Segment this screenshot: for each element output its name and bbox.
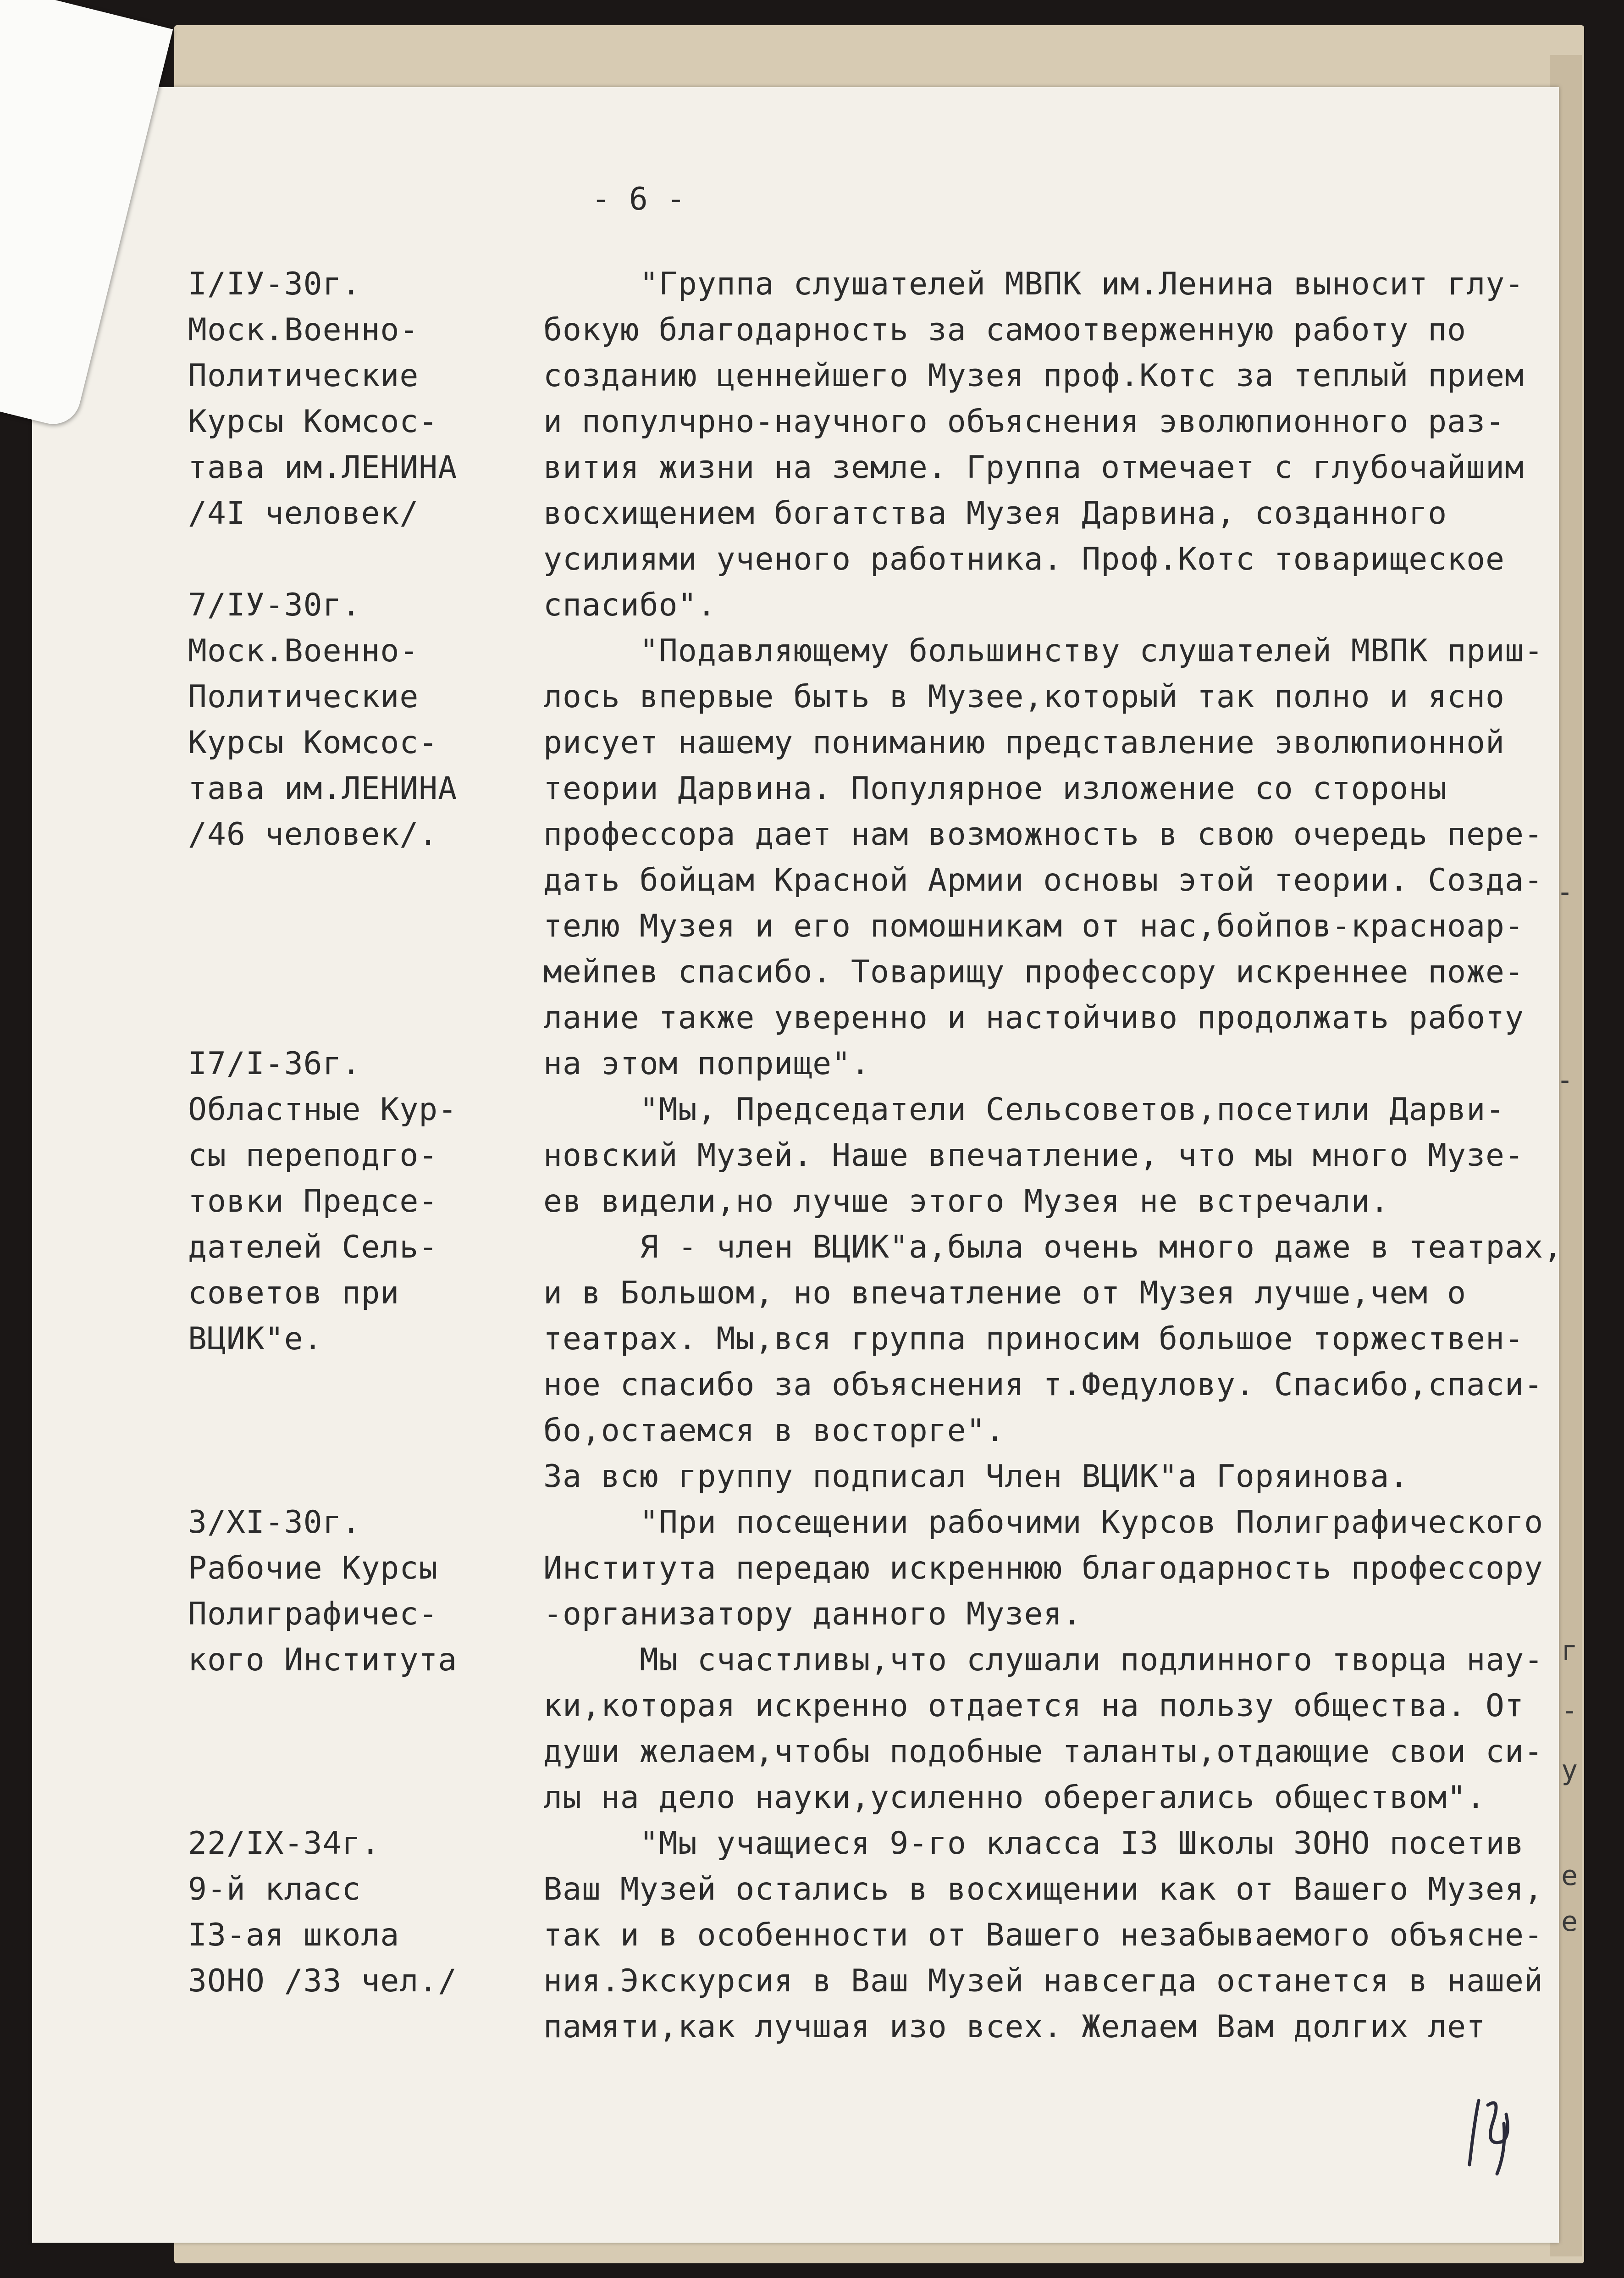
margin-mark: - [1557,1064,1574,1096]
left-column-gap [188,1454,491,1500]
text-line: ки,которая искренно отдается на пользу общества. От [543,1688,1524,1724]
left-column-line: /46 человек/. [188,816,438,853]
text-line: "Группа слушателей МВПК им.Ленина выносит глу- [640,266,1525,302]
text-line: "При посещении рабочими Курсов Полиграфического [640,1504,1544,1541]
text-line: восхищением богатства Музея Дарвина, созданного [543,495,1447,532]
text-line: созданию ценнейшего Музея проф.Котс за теплый прием [543,358,1524,394]
text-line: "Мы, Председатели Сельсоветов,посетили Дарви- [640,1092,1505,1128]
text-line: и в Большом, но впечатление от Музея лучше,чем о [543,1275,1467,1311]
text-line: профессора дает нам возможность в свою очередь пере- [543,816,1543,853]
text-line: "Мы учащиеся 9-го класса I3 Школы ЗОНО посетив [640,1825,1525,1862]
text-line: памяти,как лучшая изо всех. Желаем Вам долгих лет [543,2009,1486,2045]
corner-faded-text [15,5,56,97]
left-column-line: Полиграфичес- [188,1596,438,1632]
left-column-line: Курсы Комсос- [188,725,438,761]
left-column-line: Моск.Военно- [188,633,419,669]
margin-mark: е [1561,1906,1578,1938]
left-column-line: Политические [188,358,419,394]
text-line: новский Музей. Наше впечатление, что мы много Музе- [543,1137,1524,1174]
text-line: так и в особенности от Вашего незабываемого объясне- [543,1917,1543,1953]
left-column-line: 7/IУ-30г. [188,587,361,623]
text-line: спасибо". [543,587,717,623]
margin-mark: е [1561,1860,1578,1892]
text-line: За всю группу подписал Член ВЦИК"а Горяинова. [543,1458,1409,1495]
left-column-gap [188,1729,491,1775]
left-column-line: тава им.ЛЕНИНА [188,449,458,486]
left-column-line: Курсы Комсос- [188,404,438,440]
left-column-gap [188,903,491,949]
left-column-line: 9-й класс [188,1871,361,1907]
left-column-line: Политические [188,679,419,715]
left-column-line: I3-ая школа [188,1917,400,1953]
text-line: лание также уверенно и настойчиво продолжать работу [543,1000,1524,1036]
left-column-line: I7/I-36г. [188,1046,361,1082]
left-column-line: сы переподго- [188,1137,438,1174]
margin-mark: г [1561,1635,1578,1667]
margin-mark: - [1561,1695,1578,1727]
text-line: рисует нашему пониманию представление эволюпионной [543,725,1505,761]
left-column-line: кого Института [188,1642,458,1678]
left-column-line: советов при [188,1275,400,1311]
text-line: и популчрно-научного объяснения эволюпионного раз- [543,404,1505,440]
text-line: бо,остаемся в восторге". [543,1413,1005,1449]
text-line: Ваш Музей остались в восхищении как от Вашего Музея, [543,1871,1543,1907]
page-number: - 6 - [591,181,685,217]
text-line: Я - член ВЦИК"а,была очень много даже в театрах, [640,1229,1563,1265]
text-line: лы на дело науки,усиленно оберегались обществом". [543,1779,1486,1816]
left-column-gap [188,949,491,995]
left-column-gap [188,1408,491,1454]
text-line: Института передаю искреннюю благодарность профессору [543,1550,1543,1586]
handwritten-signature [1460,2087,1525,2178]
text-line: ное спасибо за объяснения т.Федулову. Спасибо,спаси- [543,1367,1543,1403]
left-column-line: /4I человек/ [188,495,419,532]
left-column-line: ВЦИК"е. [188,1321,323,1357]
text-line: теории Дарвина. Популярное изложение со стороны [543,770,1447,807]
left-column-line: 22/IX-34г. [188,1825,381,1862]
text-line: "Подавляющему большинству слушателей МВПК приш- [640,633,1544,669]
left-column-line: Областные Кур- [188,1092,458,1128]
left-column-gap [188,1362,491,1408]
text-line: бокую благодарность за самоотверженную работу по [543,312,1467,348]
left-column-line: товки Предсе- [188,1183,438,1219]
margin-mark: у [1561,1754,1578,1786]
left-column-line: Моск.Военно- [188,312,419,348]
text-line: усилиями ученого работника. Проф.Котс товарищеское [543,541,1505,577]
text-line: мейпев спасибо. Товарищу профессору искреннее поже- [543,954,1524,990]
left-column-gap [188,1775,491,1821]
left-column-gap [188,858,491,903]
text-line: ния.Экскурсия в Ваш Музей навсегда останется в нашей [543,1963,1543,1999]
left-column-line: тава им.ЛЕНИНА [188,770,458,807]
text-line: на этом поприще". [543,1046,870,1082]
text-line: Мы счастливы,что слушали подлинного творца нау- [640,1642,1544,1678]
left-column-line: ЗОНО /33 чел./ [188,1963,458,1999]
text-line: души желаем,чтобы подобные таланты,отдающие свои си- [543,1734,1543,1770]
left-column-gap [188,995,491,1041]
left-column-line: 3/XI-30г. [188,1504,361,1541]
text-line: телю Музея и его помошникам от нас,бойпов-красноар- [543,908,1524,944]
text-line: театрах. Мы,вся группа приносим большое торжествен- [543,1321,1524,1357]
text-line: дать бойцам Красной Армии основы этой теории. Созда- [543,862,1543,898]
dates-groups-column [188,261,491,2004]
left-column-line: Рабочие Курсы [188,1550,438,1586]
text-line: лось впервые быть в Музее,который так полно и ясно [543,679,1505,715]
left-column-line: I/IУ-30г. [188,266,361,302]
text-line: -организатору данного Музея. [543,1596,1082,1632]
margin-mark: - [1557,876,1574,908]
left-column-line: дателей Сель- [188,1229,438,1265]
text-line: ев видели,но лучше этого Музея не встречали. [543,1183,1390,1219]
testimonials-column [543,261,1563,2050]
text-line: вития жизни на земле. Группа отмечает с глубочайшим [543,449,1524,486]
left-column-gap [188,1683,491,1729]
left-column-gap [188,537,491,582]
